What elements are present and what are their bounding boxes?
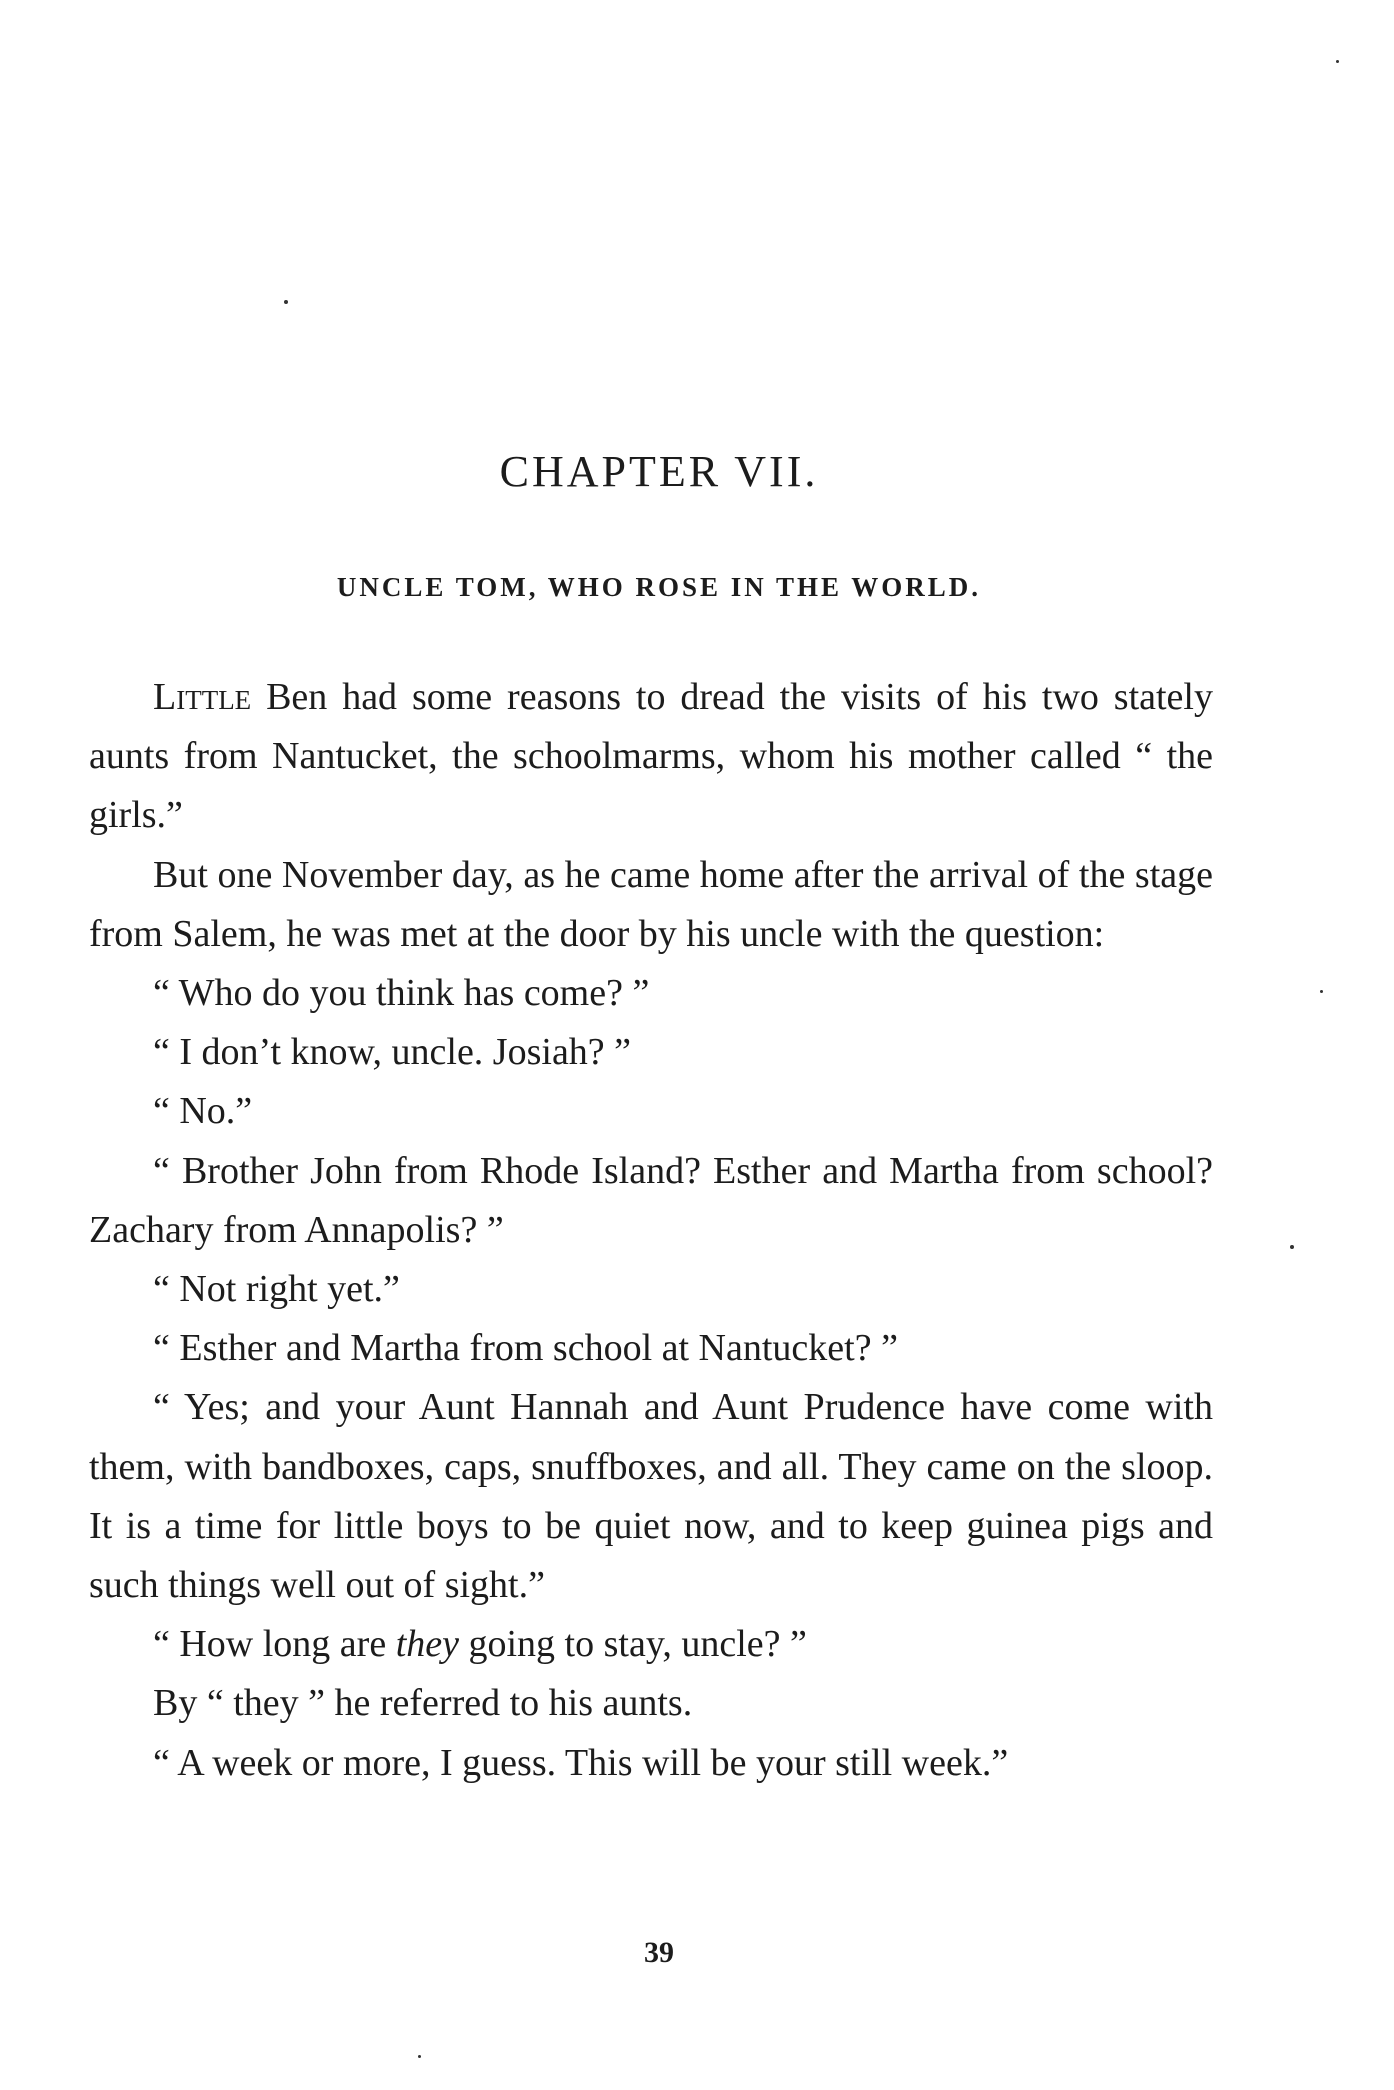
chapter-subtitle: UNCLE TOM, WHO ROSE IN THE WORLD.	[336, 572, 982, 602]
paragraph: “ I don’t know, uncle. Josiah? ”	[153, 1031, 632, 1074]
paragraph: “ Esther and Martha from school at Nantucket? ”	[153, 1327, 898, 1370]
scan-speck	[1336, 60, 1339, 63]
paragraph-text: going to stay, uncle? ”	[459, 1623, 807, 1666]
paragraph	[89, 1615, 1213, 1674]
scan-speck	[418, 2055, 421, 2058]
paragraph: “ Who do you think has come? ”	[153, 972, 650, 1015]
page-number: 39	[644, 1936, 674, 1969]
paragraph	[89, 668, 1213, 846]
paragraph-lead-word: Little	[153, 676, 252, 718]
paragraph: “ Brother John from Rhode Island? Esther and Martha from school? Zachary from Annapolis? ”	[89, 1149, 1213, 1251]
paragraph: But one November day, as he came home after the arrival of the stage from Salem, he was met at the door by his uncle with the question:	[89, 853, 1213, 955]
paragraph-text: Ben had some reasons to dread the visits of his two stately aunts from Nantucket, the schoolmarms, whom his mother called “ the girls.”	[89, 676, 1213, 837]
chapter-title: CHAPTER VII.	[499, 447, 819, 496]
emphasis-text: they	[395, 1623, 459, 1666]
paragraph: “ A week or more, I guess. This will be your still week.”	[153, 1741, 1009, 1784]
body-text	[89, 668, 1213, 1793]
scan-speck	[1290, 1245, 1294, 1249]
scan-speck	[1320, 990, 1323, 993]
paragraph: “ No.”	[153, 1090, 253, 1133]
paragraph: “ Yes; and your Aunt Hannah and Aunt Prudence have come with them, with bandboxes, caps, snuffboxes, and all. They came on the sloop. It is a time for little boys to be quiet now, and to keep guinea pigs and such things well out of sight.”	[89, 1386, 1213, 1607]
paragraph: By “ they ” he referred to his aunts.	[153, 1682, 693, 1725]
book-page	[89, 0, 1213, 2090]
paragraph-text: “ How long are	[153, 1623, 396, 1666]
scan-speck	[284, 300, 288, 304]
paragraph: “ Not right yet.”	[153, 1268, 400, 1311]
